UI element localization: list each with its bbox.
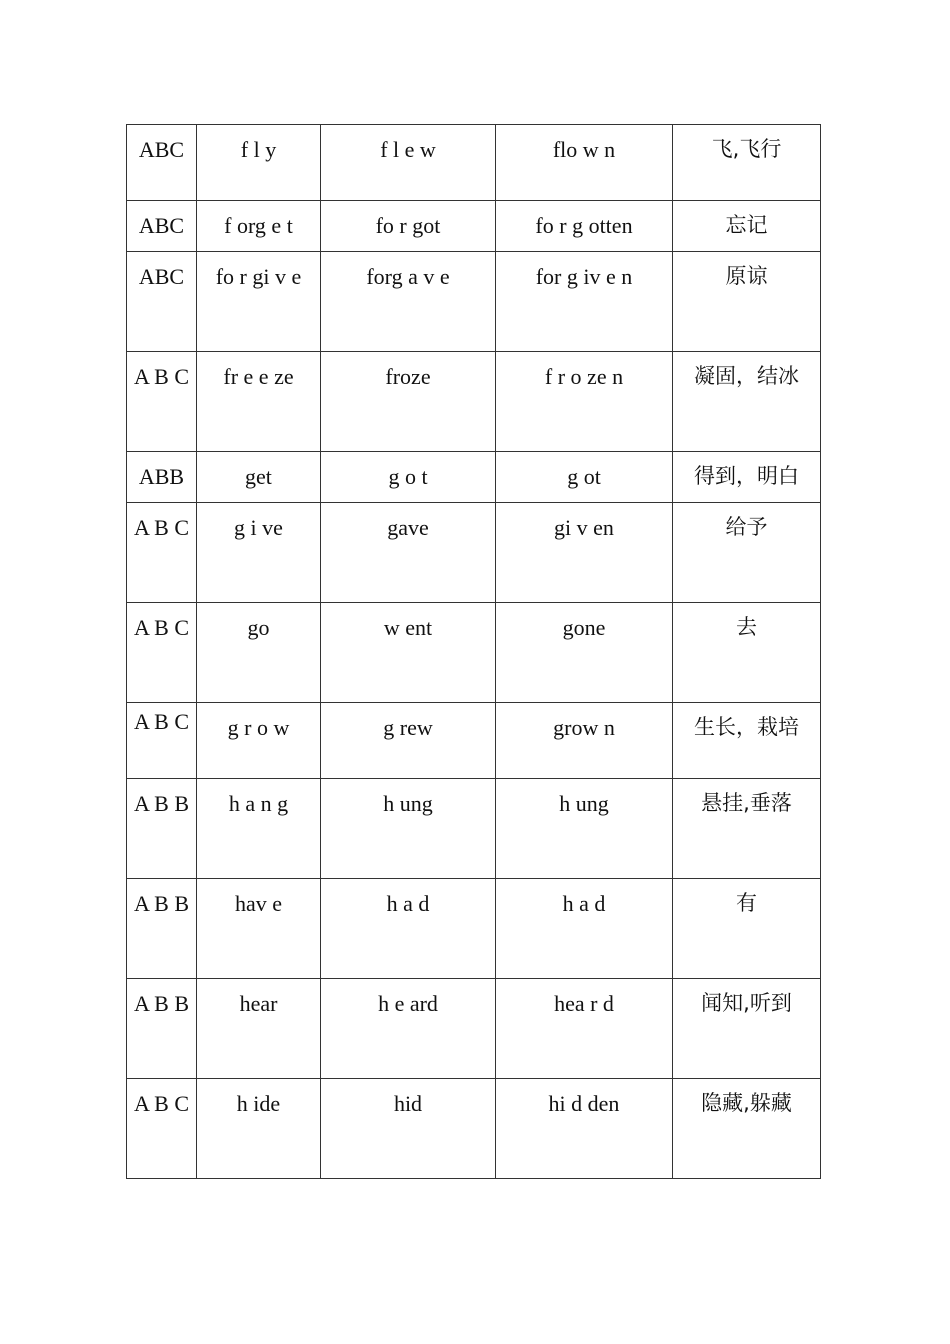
past-tense-cell: gave (321, 503, 496, 603)
past-tense-cell: g rew (321, 703, 496, 779)
table-row (127, 252, 821, 352)
pattern-cell: A B B (127, 879, 197, 979)
base-form-cell: fr e e ze (197, 352, 321, 452)
pattern-cell: ABC (127, 201, 197, 252)
meaning-cell: 得到，明白 (673, 452, 821, 503)
table-row (127, 979, 821, 1079)
past-tense-cell: h e ard (321, 979, 496, 1079)
meaning-cell: 飞,飞行 (673, 125, 821, 201)
meaning-cell: 凝固，结冰 (673, 352, 821, 452)
pattern-cell: A B C (127, 1079, 197, 1179)
meaning-cell: 隐藏,躲藏 (673, 1079, 821, 1179)
past-tense-cell: h a d (321, 879, 496, 979)
past-participle-cell: for g iv e n (496, 252, 673, 352)
meaning-cell: 给予 (673, 503, 821, 603)
pattern-cell: A B C (127, 703, 197, 779)
meaning-cell: 悬挂,垂落 (673, 779, 821, 879)
base-form-cell: g i ve (197, 503, 321, 603)
pattern-cell: ABC (127, 125, 197, 201)
past-participle-cell: h a d (496, 879, 673, 979)
past-participle-cell: hi d den (496, 1079, 673, 1179)
table-row (127, 452, 821, 503)
pattern-cell: A B C (127, 352, 197, 452)
meaning-cell: 闻知,听到 (673, 979, 821, 1079)
past-tense-cell: g o t (321, 452, 496, 503)
base-form-cell: go (197, 603, 321, 703)
base-form-cell: h ide (197, 1079, 321, 1179)
base-form-cell: f org e t (197, 201, 321, 252)
base-form-cell: hav e (197, 879, 321, 979)
base-form-cell: fo r gi v e (197, 252, 321, 352)
pattern-cell: A B C (127, 503, 197, 603)
past-participle-cell: g ot (496, 452, 673, 503)
meaning-cell: 生长，栽培 (673, 703, 821, 779)
past-tense-cell: w ent (321, 603, 496, 703)
pattern-cell: ABB (127, 452, 197, 503)
verb-table-body (127, 125, 821, 1179)
pattern-cell: A B C (127, 603, 197, 703)
past-tense-cell: f l e w (321, 125, 496, 201)
pattern-cell: A B B (127, 979, 197, 1079)
table-row (127, 201, 821, 252)
table-row (127, 352, 821, 452)
pattern-cell: A B B (127, 779, 197, 879)
table-row (127, 603, 821, 703)
table-row (127, 779, 821, 879)
past-participle-cell: f r o ze n (496, 352, 673, 452)
pattern-cell: ABC (127, 252, 197, 352)
past-tense-cell: fo r got (321, 201, 496, 252)
past-participle-cell: grow n (496, 703, 673, 779)
table-row (127, 1079, 821, 1179)
verb-table (126, 124, 821, 1179)
meaning-cell: 有 (673, 879, 821, 979)
meaning-cell: 去 (673, 603, 821, 703)
past-participle-cell: fo r g otten (496, 201, 673, 252)
base-form-cell: h a n g (197, 779, 321, 879)
meaning-cell: 原谅 (673, 252, 821, 352)
base-form-cell: f l y (197, 125, 321, 201)
base-form-cell: hear (197, 979, 321, 1079)
past-tense-cell: froze (321, 352, 496, 452)
table-row (127, 703, 821, 779)
past-participle-cell: gone (496, 603, 673, 703)
table-row (127, 879, 821, 979)
past-participle-cell: flo w n (496, 125, 673, 201)
base-form-cell: g r o w (197, 703, 321, 779)
table-row (127, 125, 821, 201)
past-tense-cell: hid (321, 1079, 496, 1179)
past-participle-cell: hea r d (496, 979, 673, 1079)
base-form-cell: get (197, 452, 321, 503)
past-participle-cell: gi v en (496, 503, 673, 603)
past-tense-cell: h ung (321, 779, 496, 879)
meaning-cell: 忘记 (673, 201, 821, 252)
past-tense-cell: forg a v e (321, 252, 496, 352)
table-row (127, 503, 821, 603)
past-participle-cell: h ung (496, 779, 673, 879)
